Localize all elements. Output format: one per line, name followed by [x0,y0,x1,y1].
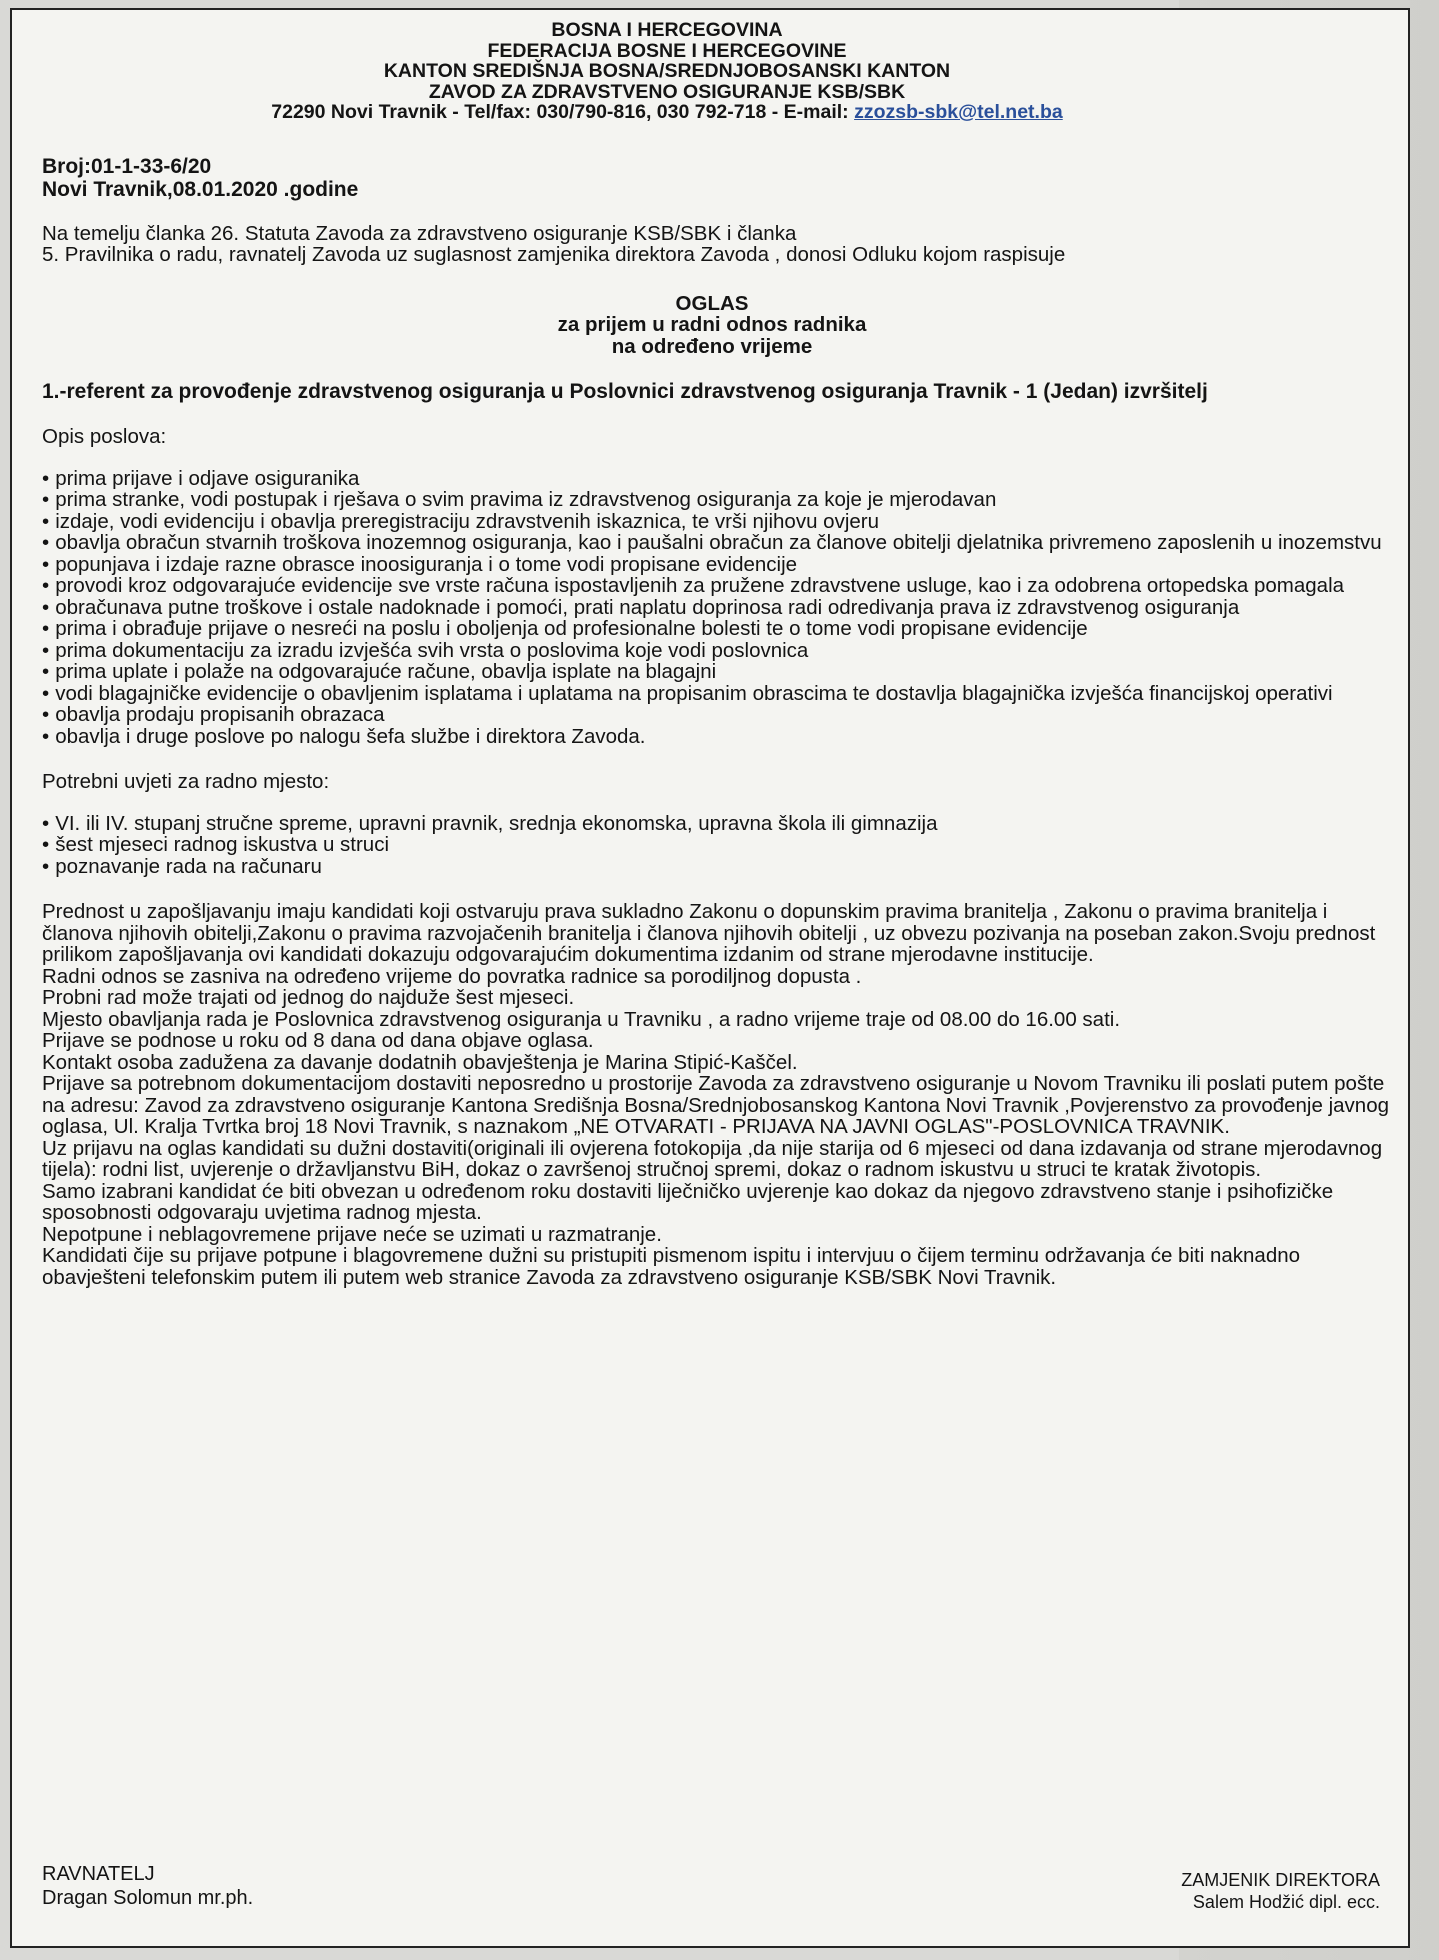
duty-item: • obavlja prodaju propisanih obrazaca [42,704,1402,726]
requirements-list [42,813,1402,878]
duty-item: • izdaje, vodi evidenciju i obavlja preregistraciju zdravstvenih iskaznica, te vrši njihovu ovjeru [42,511,1402,533]
requirements-heading: Potrebni uvjeti za radno mjesto: [42,770,330,793]
institution-header [42,20,1402,123]
duty-item: • prima prijave i odjave osiguranika [42,468,1402,490]
duty-item: • popunjava i izdaje razne obrasce inoosiguranja i o tome vodi propisane evidencije [42,554,1402,576]
duty-item: • obavlja i druge poslove po nalogu šefa službe i direktora Zavoda. [42,726,1402,748]
header-email-link[interactable]: zzozsb-sbk@tel.net.ba [854,101,1063,123]
header-canton: KANTON SREDIŠNJA BOSNA/SREDNJOBOSANSKI KANTON [383,60,951,82]
duty-item: • prima dokumentaciju za izradu izvješća svih vrsta o poslovima koje vodi poslovnica [42,640,1402,662]
duty-item: • prima i obrađuje prijave o nesreći na poslu i oboljenja od profesionalne bolesti te o tome vodi propisane evidencije [42,618,1402,640]
paragraph: Radni odnos se zasniva na određeno vrijeme do povratka radnice sa porodiljnog dopusta . [42,964,862,988]
reference-place-date: Novi Travnik,08.01.2020 .godine [42,177,359,201]
deputy-title: ZAMJENIK DIREKTORA [1181,1870,1380,1890]
paragraph: Kandidati čije su prijave potpune i blagovremene dužni su pristupiti pismenom ispitu i intervjuu o čijem terminu održavanja će biti naknadno obavješteni telefonskim putem ili putem web stranice Zavoda za zdravstveno osiguranje KSB/SBK Novi Travnik. [42,1244,1301,1289]
duty-item: • provodi kroz odgovarajuće evidencije sve vrste računa ispostavljenih za pružene zdravstvene usluge, kao i za odobrena ortopedska pomagala [42,575,1402,597]
paragraph: Prednost u zapošljavanju imaju kandidati koji ostvaruju prava sukladno Zakonu o dopunskim pravima branitelja , Zakonu o pravima branitelja i članova njihovih obitelji,Zakonu o pravima razvojačenih branitelja i članova njihovih obitelji , uz obvezu pozivanja na poseban zakon.Svoju prednost prilikom zapošljavanja ovi kandidati dokazuju odgovarajućim dokumentima izdanim od strane mjerodavne institucije. [42,900,1376,966]
requirement-item: • poznavanje rada na računaru [42,856,1402,878]
requirement-item: • VI. ili IV. stupanj stručne spreme, upravni pravnik, srednja ekonomska, upravna škola ili gimnazija [42,813,1402,835]
intro-line-1: Na temelju članka 26. Statuta Zavoda za zdravstveno osiguranje KSB/SBK i članka [42,221,797,245]
duty-item: • obračunava putne troškove i ostale nadoknade i pomoći, prati naplatu doprinosa radi odredivanja prava iz zdravstvenog osiguranja [42,597,1402,619]
duties-list [42,468,1402,748]
title-subtitle-1: za prijem u radni odnos radnika [557,313,867,336]
job-announcement-document [10,8,1410,1948]
title-subtitle-2: na određeno vrijeme [611,334,813,358]
document-body [42,20,1402,1288]
director-title: RAVNATELJ [42,1863,155,1885]
paragraph: Prijave se podnose u roku od 8 dana od dana objave oglasa. [42,1029,594,1052]
header-address: 72290 Novi Travnik - Tel/fax: 030/790-816, 030 792-718 - E-mail: [271,101,855,123]
signature-director [42,1862,253,1910]
paragraph: Nepotpune i neblagovremene prijave neće se uzimati u razmatranje. [42,1222,662,1246]
intro-text [42,223,1402,266]
duties-heading: Opis poslova: [42,425,167,448]
duties-section [42,426,1402,747]
requirement-item: • šest mjeseci radnog iskustva u struci [42,834,1402,856]
announcement-title [42,293,1402,358]
title-oglas: OGLAS [675,291,749,315]
duty-item: • prima uplate i polaže na odgovarajuće račune, obavlja isplate na blagajni [42,661,1402,683]
signature-deputy [1181,1869,1380,1913]
paragraph: Kontakt osoba zadužena za davanje dodatnih obavještenja je Marina Stipić-Kaščel. [42,1050,798,1074]
header-country: BOSNA I HERCEGOVINA [551,19,783,41]
header-federation: FEDERACIJA BOSNE I HERCEGOVINE [487,39,847,62]
paragraph: Samo izabrani kandidat će biti obvezan u određenom roku dostaviti liječničko uvjerenje kao dokaz da njegovo zdravstveno stanje i psihofizičke sposobnosti odgovaraju uvjetima radnog mjesta. [42,1179,1334,1224]
deputy-name: Salem Hodžić dipl. ecc. [1192,1892,1380,1912]
requirements-section [42,771,1402,877]
header-contact [42,102,1292,123]
director-name: Dragan Solomun mr.ph. [42,1887,254,1909]
duty-item: • prima stranke, vodi postupak i rješava o svim pravima iz zdravstvenog osiguranja za koje je mjerodavan [42,489,1402,511]
duty-item: • obavlja obračun stvarnih troškova inozemnog osiguranja, kao i paušalni obračun za članove obitelji djelatnika privremeno zaposlenih u inozemstvu [42,532,1402,554]
intro-line-2: 5. Pravilnika o radu, ravnatelj Zavoda uz suglasnost zamjenika direktora Zavoda , donosi Odluku kojom raspisuje [42,243,1066,266]
position-title: 1.-referent za provođenje zdravstvenog osiguranja u Poslovnici zdravstvenog osiguranja Travnik - 1 (Jedan) izvršitelj [42,380,1208,403]
header-institute: ZAVOD ZA ZDRAVSTVENO OSIGURANJE KSB/SBK [428,80,906,103]
conditions-paragraphs [42,901,1402,1288]
document-reference [42,155,1402,201]
paragraph: Uz prijavu na oglas kandidati su dužni dostaviti(originali ili ovjerena fotokopija ,da nije starija od 6 mjeseci od dana izdavanja od strane mjerodavnog tijela): rodni list, uvjerenje o državljanstvu BiH, dokaz o završenoj stručnoj spremi, dokaz o radnom iskustvu u struci te kratak životopis. [42,1136,1383,1181]
paragraph: Prijave sa potrebnom dokumentacijom dostaviti neposredno u prostorije Zavoda za zdravstveno osiguranje u Novom Travniku ili poslati putem pošte na adresu: Zavod za zdravstveno osiguranje Kantona Središnja Bosna/Srednjobosanskog Kantona Novi Travnik ,Povjerenstvo za provođenje javnog oglasa, Ul. Kralja Tvrtka broj 18 Novi Travnik, s naznakom „NE OTVARATI - PRIJAVA NA JAVNI OGLAS"-POSLOVNICA TRAVNIK. [42,1072,1389,1138]
reference-number: Broj:01-1-33-6/20 [42,154,212,178]
paragraph: Probni rad može trajati od jednog do najduže šest mjeseci. [42,986,575,1009]
duty-item: • vodi blagajničke evidencije o obavljenim isplatama i uplatama na propisanim obrascima te dostavlja blagajnička izvješća financijskoj operativi [42,683,1402,705]
paragraph: Mjesto obavljanja rada je Poslovnica zdravstvenog osiguranja u Travniku , a radno vrijeme traje od 08.00 do 16.00 sati. [42,1007,1121,1031]
